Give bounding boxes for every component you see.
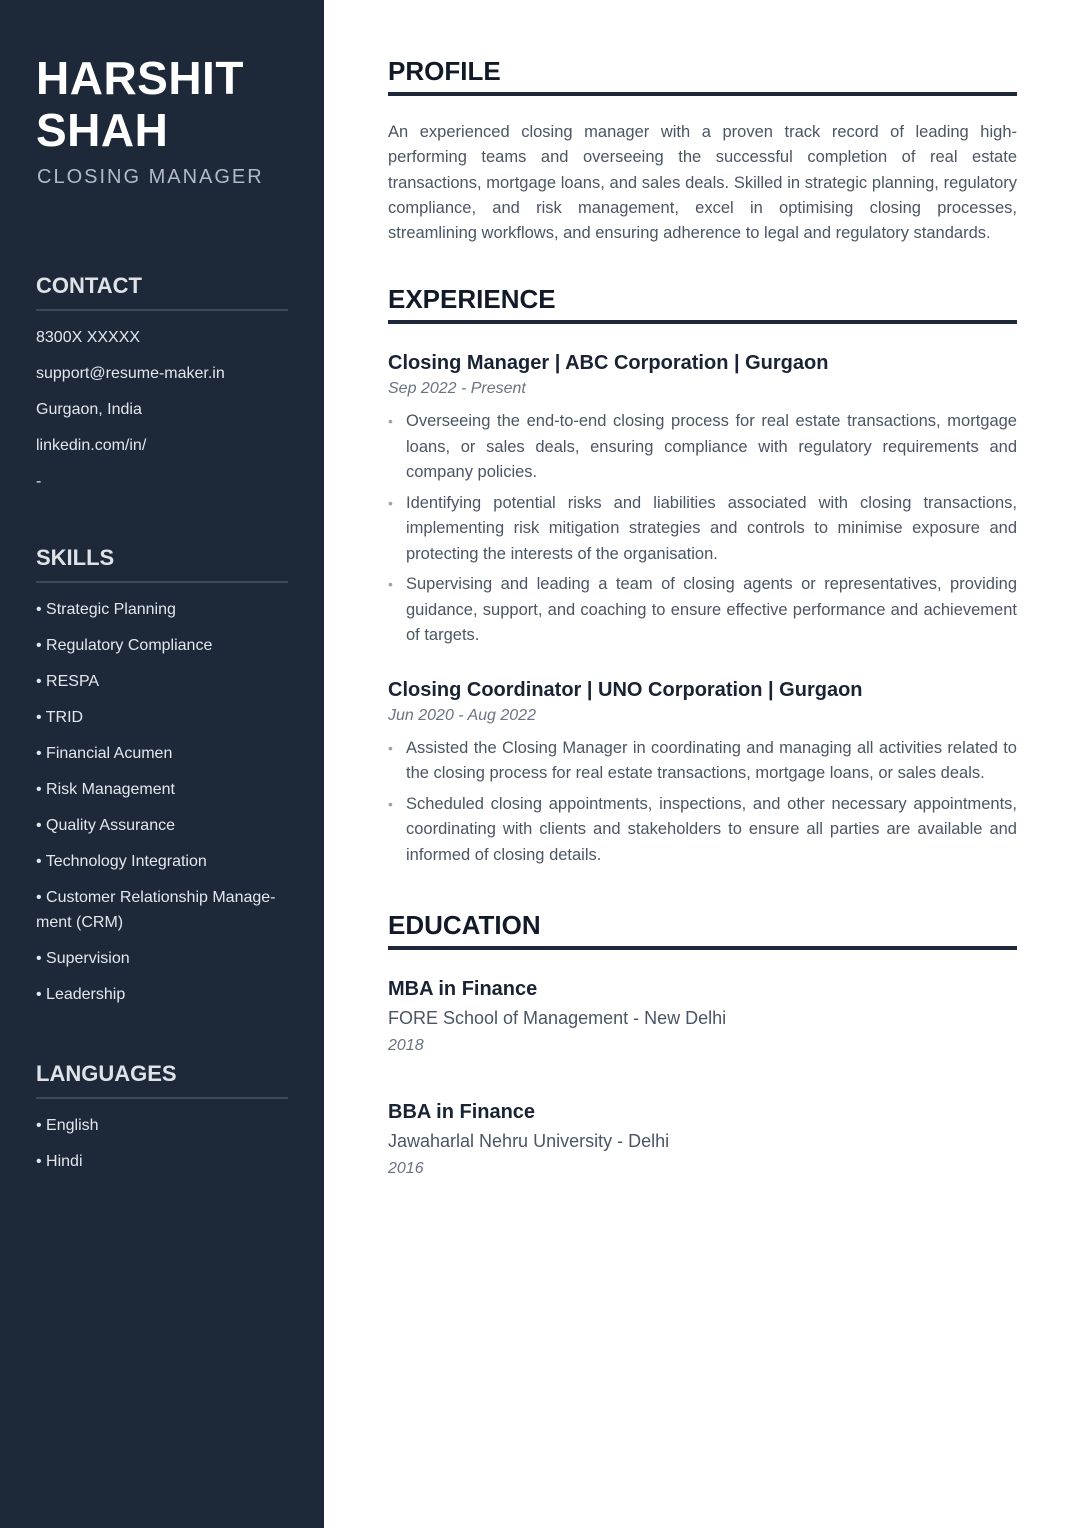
language-item: • Hindi — [36, 1153, 83, 1170]
job-bullets — [388, 409, 1017, 649]
contact-heading: CONTACT — [36, 273, 288, 311]
language-item: • English — [36, 1117, 99, 1134]
job-entry — [388, 350, 1017, 649]
skill-item: • TRID — [36, 709, 84, 726]
name-first: HARSHIT — [36, 52, 244, 104]
skill-item: • Leadership — [36, 986, 126, 1003]
profile-section — [388, 56, 1017, 246]
skill-item: • Strategic Planning — [36, 601, 176, 618]
candidate-name — [36, 52, 296, 156]
experience-section — [388, 284, 1017, 873]
edu-year: 2016 — [388, 1160, 424, 1177]
contact-email[interactable]: support@resume-maker.in — [36, 365, 225, 382]
skills-heading: SKILLS — [36, 545, 288, 583]
name-last: SHAH — [36, 104, 169, 156]
edu-school: Jawaharlal Nehru University - Delhi — [388, 1131, 670, 1151]
job-entry — [388, 677, 1017, 869]
skill-item: • Supervision — [36, 950, 130, 967]
skills-section — [36, 545, 288, 1018]
skill-item: • Risk Management — [36, 781, 175, 798]
job-date: Jun 2020 - Aug 2022 — [388, 706, 536, 724]
contact-location: Gurgaon, India — [36, 401, 142, 418]
edu-degree: MBA in Finance — [388, 978, 538, 1000]
job-bullet: • Overseeing the end-to-end closing process for real estate transactions, mortgage loans, or sales deals, ensuring compliance with regulatory requirements and company policies. — [388, 409, 1017, 486]
sidebar — [0, 0, 324, 1528]
job-bullet: • Scheduled closing appointments, inspections, and other necessary appointments, coordinating with clients and stakeholders to ensure all parties are available and informed of closing details. — [388, 792, 1017, 869]
job-date: Sep 2022 - Present — [388, 380, 526, 397]
contact-extra: - — [36, 473, 42, 490]
skill-item: • Technology Integration — [36, 853, 207, 870]
edu-school: FORE School of Management - New Delhi — [388, 1008, 727, 1028]
skill-item: • Financial Acumen — [36, 745, 173, 762]
contact-list — [36, 325, 288, 494]
job-bullet: • Identifying potential risks and liabilities associated with closing transactions, implementing risk mitigation strategies and controls to minimise exposure and protecting the interests of the organisation. — [388, 491, 1017, 568]
education-entry — [388, 976, 1017, 1057]
contact-phone: 8300X XXXXX — [36, 329, 141, 346]
edu-year: 2018 — [388, 1037, 424, 1054]
job-title: Closing Coordinator | UNO Corporation | Gurgaon — [388, 678, 863, 701]
skill-item: • Customer Relationship Manage-ment (CRM) — [36, 889, 276, 931]
profile-text: An experienced closing manager with a proven track record of leading high-performing teams and overseeing the successful completion of real estate transactions, mortgage loans, and sales deals. Skilled in strategic planning, regulatory compliance, and risk management, excel in optimising closing processes, streamlining workflows, and ensuring adherence to legal and regulatory standards. — [388, 123, 1017, 243]
profile-heading: PROFILE — [388, 56, 1017, 96]
education-entry — [388, 1099, 1017, 1180]
languages-heading: LANGUAGES — [36, 1061, 288, 1099]
job-bullet: • Supervising and leading a team of closing agents or representatives, providing guidance, support, and coaching to ensure effective performance and achievement of targets. — [388, 572, 1017, 649]
skill-item: • Quality Assurance — [36, 817, 175, 834]
education-heading: EDUCATION — [388, 910, 1017, 950]
contact-linkedin[interactable]: linkedin.com/in/ — [36, 437, 147, 454]
skill-item: • RESPA — [36, 673, 100, 690]
education-section — [388, 910, 1017, 1180]
experience-heading: EXPERIENCE — [388, 284, 1017, 324]
job-bullet: • Assisted the Closing Manager in coordinating and managing all activities related to the closing process for real estate transactions, mortgage loans, or sales deals. — [388, 736, 1017, 787]
languages-section — [36, 1061, 288, 1185]
skill-item: • Regulatory Compliance — [36, 637, 213, 654]
skills-list — [36, 597, 288, 1007]
languages-list — [36, 1113, 288, 1174]
job-role: CLOSING MANAGER — [37, 166, 264, 188]
job-bullets — [388, 736, 1017, 869]
contact-section — [36, 273, 288, 505]
job-title: Closing Manager | ABC Corporation | Gurgaon — [388, 352, 829, 374]
edu-degree: BBA in Finance — [388, 1101, 536, 1123]
